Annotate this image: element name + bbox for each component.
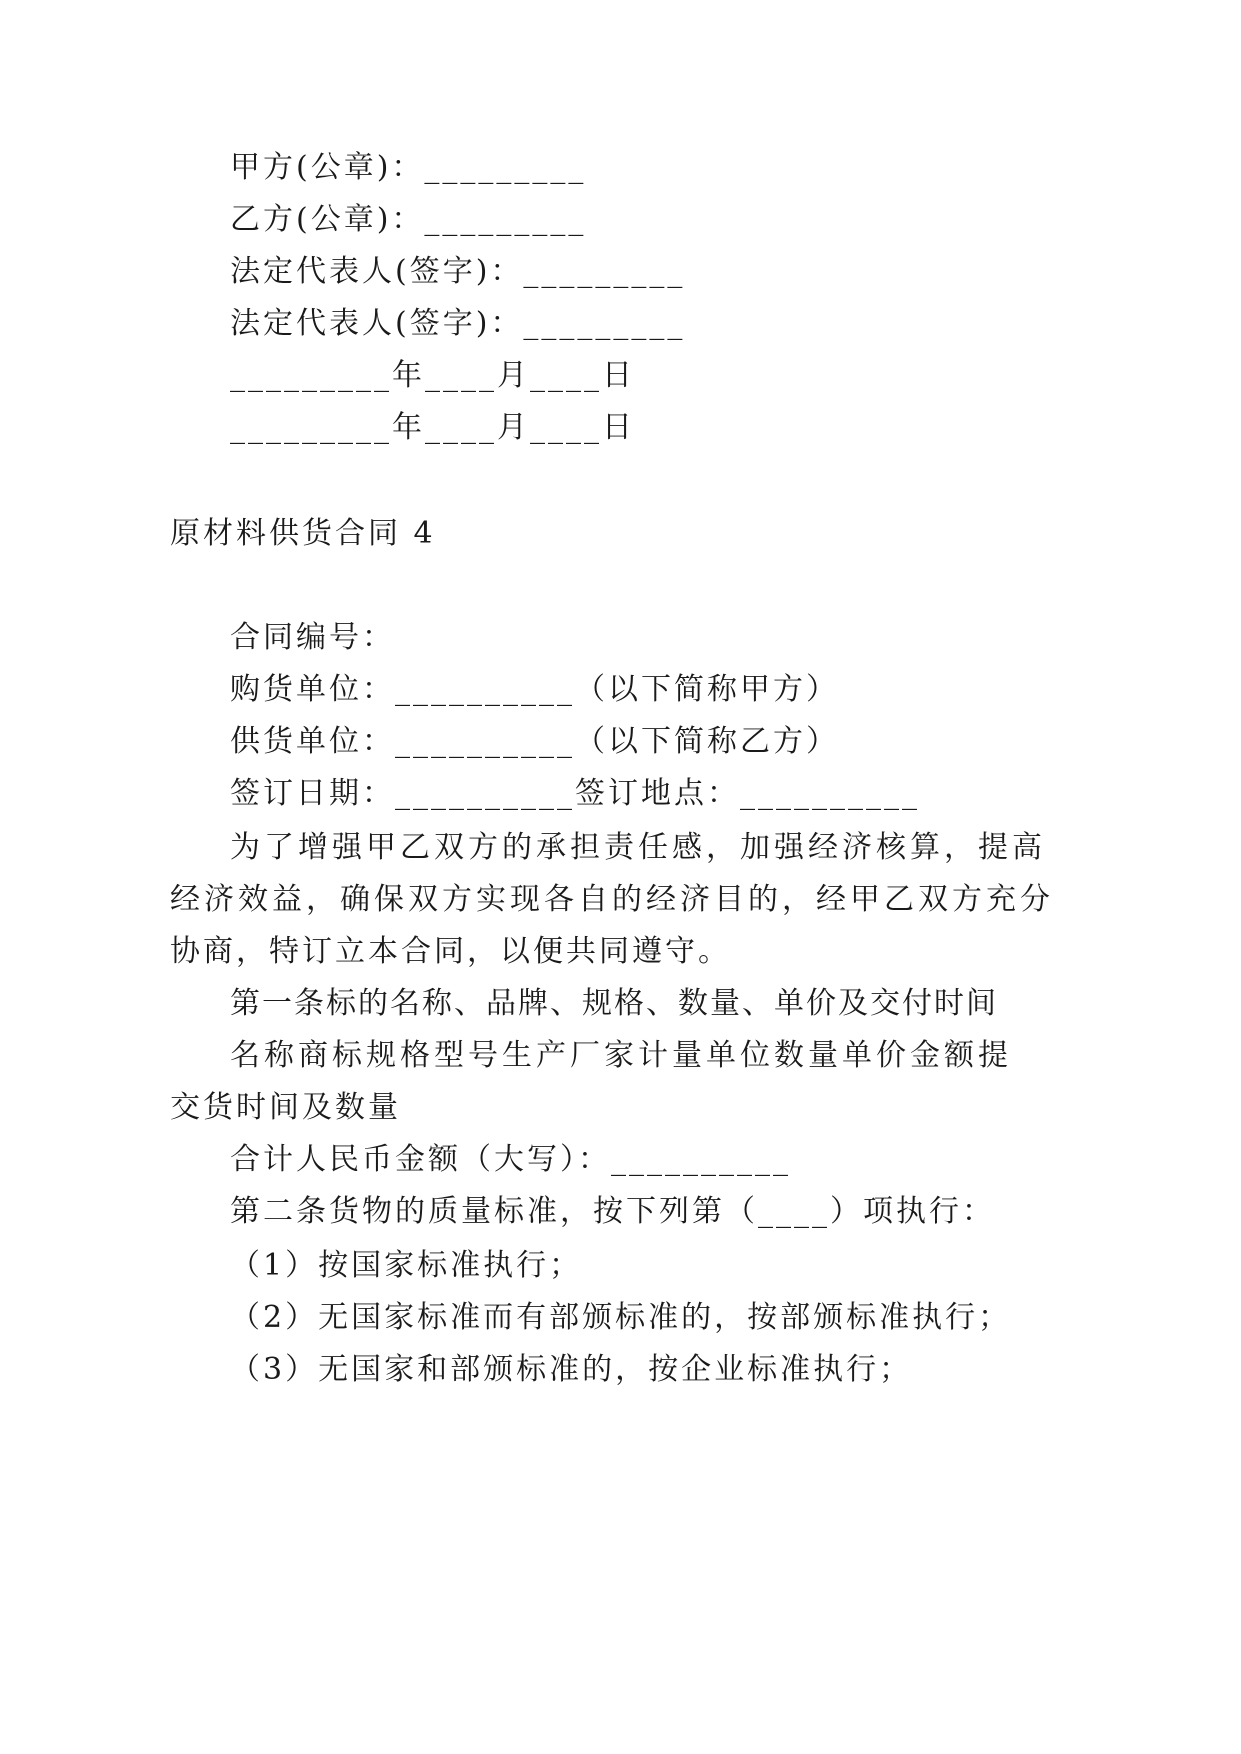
- total-amount-line: 合计人民币金额（大写）：__________: [230, 1142, 791, 1177]
- supplier-line: 供货单位：__________（以下简称乙方）: [230, 724, 839, 759]
- date-line-1: _________年____月____日: [230, 358, 635, 393]
- intro-paragraph-line-3: 协商，特订立本合同，以便共同遵守。: [170, 934, 731, 969]
- party-a-seal-line: 甲方(公章)：_________: [230, 150, 587, 185]
- legal-rep-line-1: 法定代表人(签字)：_________: [230, 254, 686, 289]
- date-line-2: _________年____月____日: [230, 410, 635, 445]
- intro-paragraph-line-1: 为了增强甲乙双方的承担责任感，加强经济核算，提高: [230, 830, 1046, 865]
- legal-rep-line-2: 法定代表人(签字)：_________: [230, 306, 686, 341]
- table-header-line-1: 名称商标规格型号生产厂家计量单位数量单价金额提: [230, 1038, 1012, 1073]
- buyer-line: 购货单位：__________（以下简称甲方）: [230, 672, 839, 707]
- quality-item-1: （1）按国家标准执行；: [230, 1248, 583, 1283]
- table-header-line-2: 交货时间及数量: [170, 1090, 401, 1125]
- quality-item-2: （2）无国家标准而有部颁标准的，按部颁标准执行；: [230, 1300, 1012, 1335]
- contract-title: 原材料供货合同 4: [170, 516, 436, 551]
- sign-date-place-line: 签订日期：__________签订地点：__________: [230, 776, 920, 811]
- contract-number: 合同编号：: [230, 620, 395, 655]
- party-b-seal-line: 乙方(公章)：_________: [230, 202, 587, 237]
- article-1-heading: 第一条标的名称、品牌、规格、数量、单价及交付时间: [230, 986, 998, 1021]
- quality-item-3: （3）无国家和部颁标准的，按企业标准执行；: [230, 1352, 913, 1387]
- article-2-heading: 第二条货物的质量标准，按下列第（____）项执行：: [230, 1194, 995, 1229]
- intro-paragraph-line-2: 经济效益，确保双方实现各自的经济目的，经甲乙双方充分: [170, 882, 1054, 917]
